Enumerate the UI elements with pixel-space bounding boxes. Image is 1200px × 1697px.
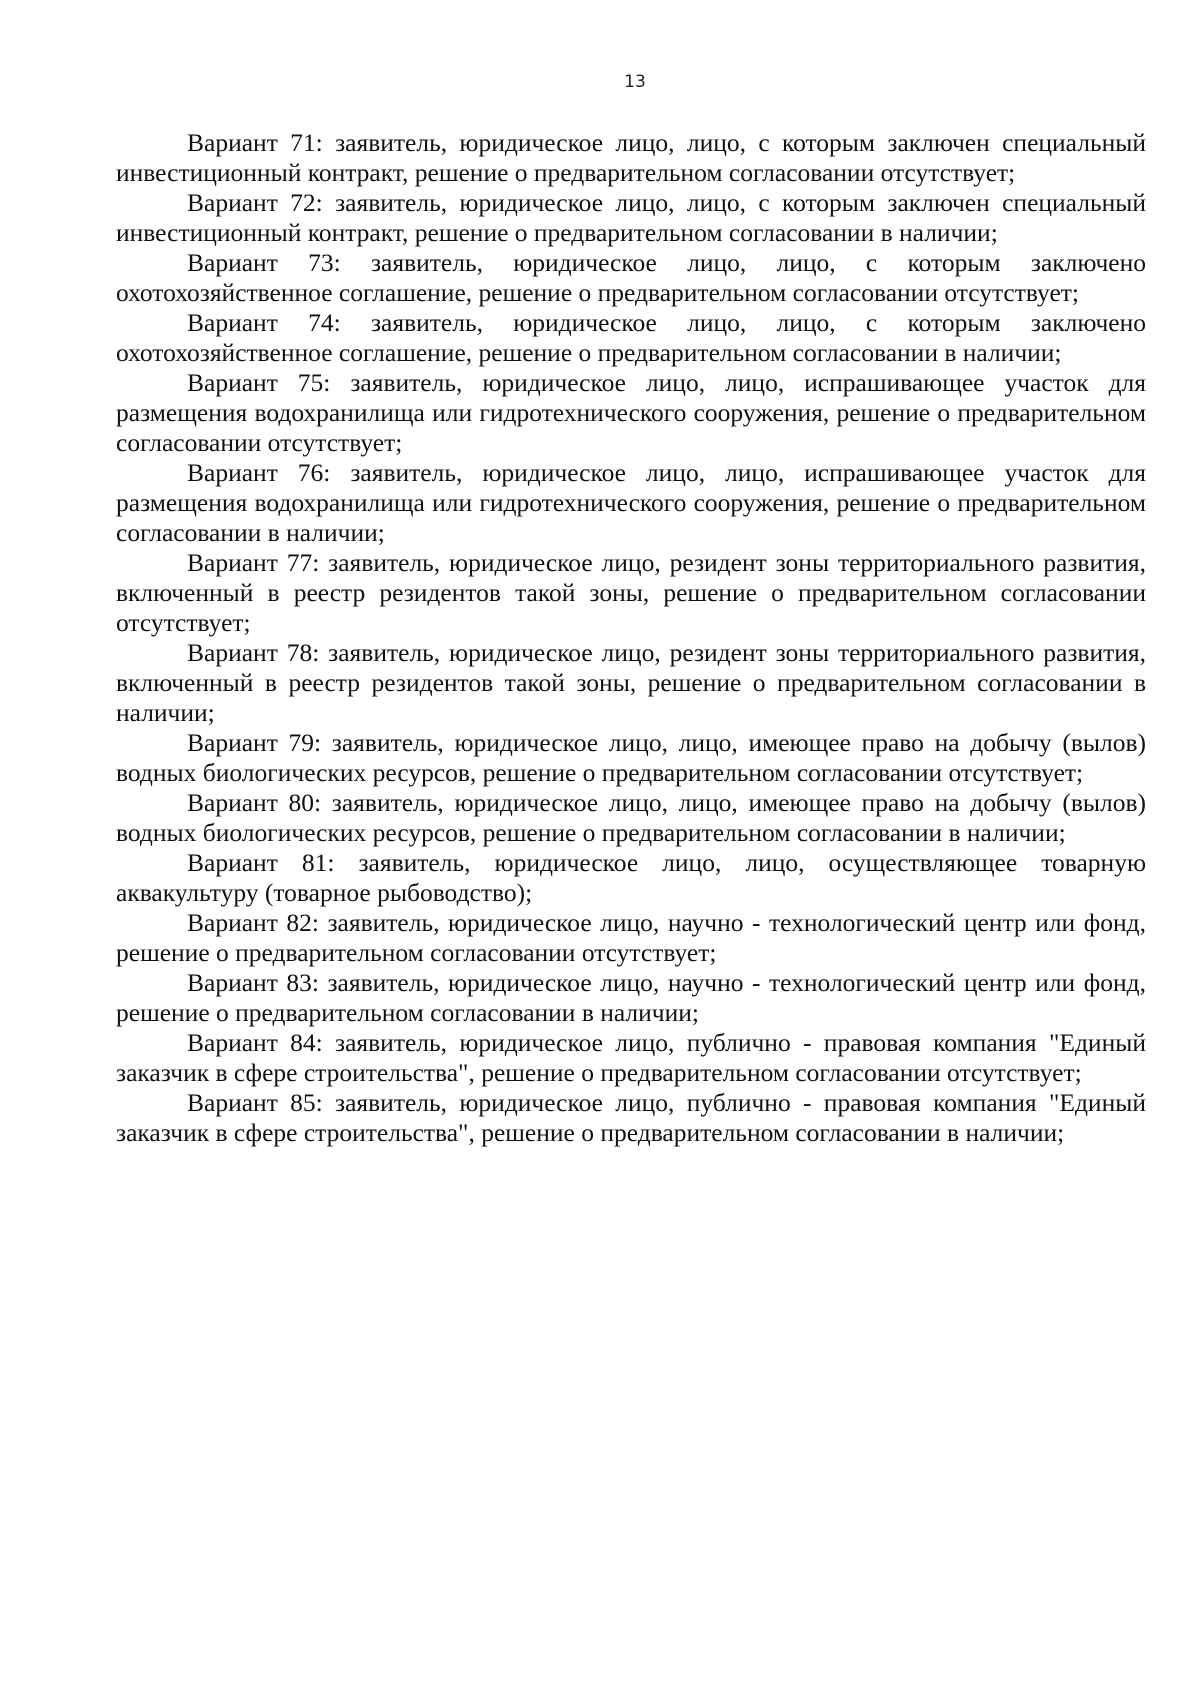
- variant-71-paragraph: Вариант 71: заявитель, юридическое лицо, лицо, с которым заключен специальный инвестиционный контракт, решение о предварительном согласовании отсутствует;: [116, 128, 1146, 187]
- variant-72-paragraph: Вариант 72: заявитель, юридическое лицо, лицо, с которым заключен специальный инвестиционный контракт, решение о предварительном согласовании в наличии;: [116, 188, 1146, 247]
- variant-76-paragraph: Вариант 76: заявитель, юридическое лицо, лицо, испрашивающее участок для размещения водохранилища или гидротехнического сооружения, решение о предварительном согласовании в наличии;: [116, 458, 1146, 547]
- page-number: 13: [624, 72, 646, 92]
- variant-80-paragraph: Вариант 80: заявитель, юридическое лицо, лицо, имеющее право на добычу (вылов) водных биологических ресурсов, решение о предварительном согласовании в наличии;: [116, 788, 1146, 847]
- variant-82-paragraph: Вариант 82: заявитель, юридическое лицо, научно - технологический центр или фонд, решение о предварительном согласовании отсутствует;: [116, 908, 1146, 967]
- document-body: [116, 128, 1146, 1148]
- variant-85-paragraph: Вариант 85: заявитель, юридическое лицо, публично - правовая компания "Единый заказчик в сфере строительства", решение о предварительном согласовании в наличии;: [116, 1088, 1146, 1147]
- variant-81-paragraph: Вариант 81: заявитель, юридическое лицо, лицо, осуществляющее товарную аквакультуру (товарное рыбоводство);: [116, 848, 1146, 907]
- variant-83-paragraph: Вариант 83: заявитель, юридическое лицо, научно - технологический центр или фонд, решение о предварительном согласовании в наличии;: [116, 968, 1146, 1027]
- variant-75-paragraph: Вариант 75: заявитель, юридическое лицо, лицо, испрашивающее участок для размещения водохранилища или гидротехнического сооружения, решение о предварительном согласовании отсутствует;: [116, 368, 1146, 457]
- variant-79-paragraph: Вариант 79: заявитель, юридическое лицо, лицо, имеющее право на добычу (вылов) водных биологических ресурсов, решение о предварительном согласовании отсутствует;: [116, 728, 1146, 787]
- variant-84-paragraph: Вариант 84: заявитель, юридическое лицо, публично - правовая компания "Единый заказчик в сфере строительства", решение о предварительном согласовании отсутствует;: [116, 1028, 1146, 1087]
- variant-77-paragraph: Вариант 77: заявитель, юридическое лицо, резидент зоны территориального развития, включенный в реестр резидентов такой зоны, решение о предварительном согласовании отсутствует;: [116, 548, 1146, 637]
- variant-74-paragraph: Вариант 74: заявитель, юридическое лицо, лицо, с которым заключено охотохозяйственное соглашение, решение о предварительном согласовании в наличии;: [116, 308, 1146, 367]
- variant-73-paragraph: Вариант 73: заявитель, юридическое лицо, лицо, с которым заключено охотохозяйственное соглашение, решение о предварительном согласовании отсутствует;: [116, 248, 1146, 307]
- variant-78-paragraph: Вариант 78: заявитель, юридическое лицо, резидент зоны территориального развития, включенный в реестр резидентов такой зоны, решение о предварительном согласовании в наличии;: [116, 638, 1146, 727]
